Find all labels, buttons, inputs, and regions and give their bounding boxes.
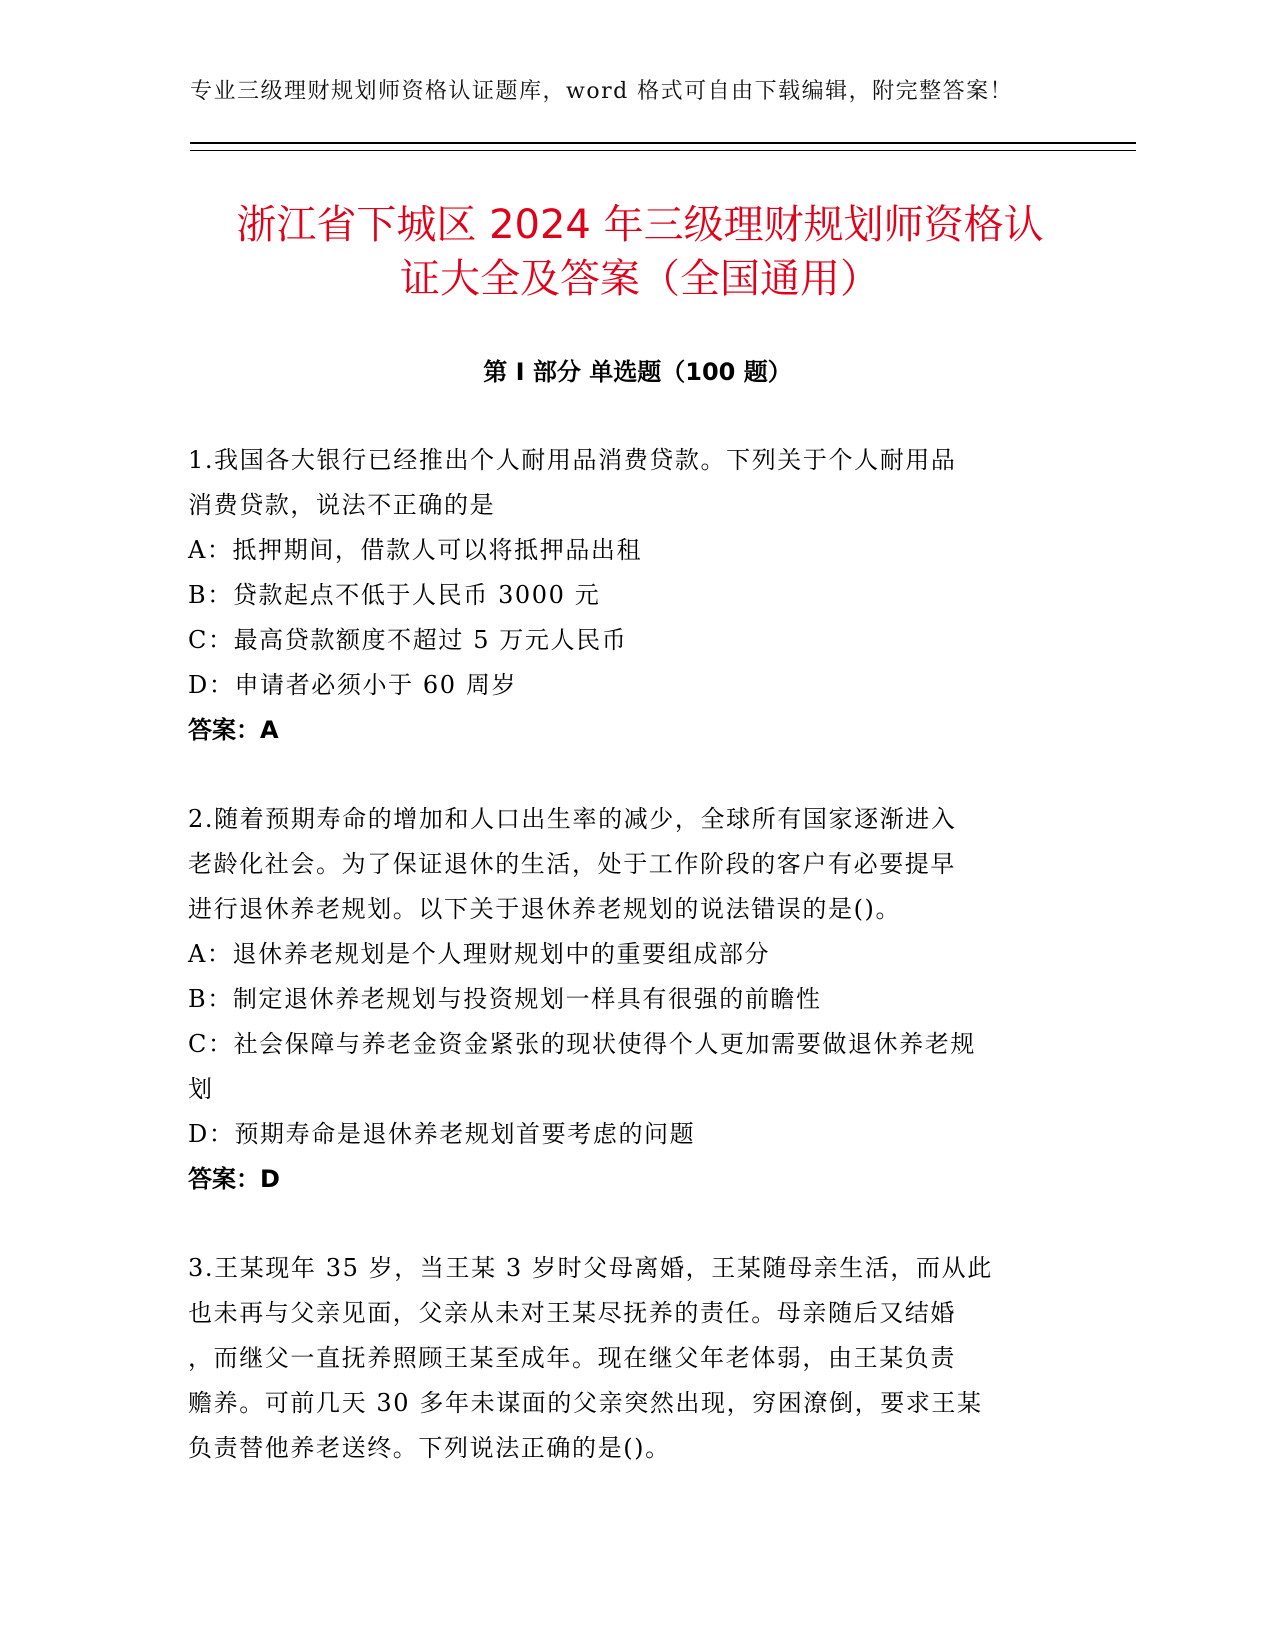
question-stem-line: 老龄化社会。为了保证退休的生活，处于工作阶段的客户有必要提早 xyxy=(188,850,956,878)
question-stem-line: 3.王某现年 35 岁，当王某 3 岁时父母离婚，王某随母亲生活，而从此 xyxy=(188,1254,993,1282)
answer: 答案：D xyxy=(188,1165,280,1193)
option-a: A：抵押期间，借款人可以将抵押品出租 xyxy=(188,536,643,564)
document-title xyxy=(170,198,1110,306)
option-a: A：退休养老规划是个人理财规划中的重要组成部分 xyxy=(188,940,771,968)
section-title: 第 I 部分 单选题（100 题） xyxy=(483,358,792,386)
question-1 xyxy=(188,438,1068,753)
answer: 答案：A xyxy=(188,716,279,744)
option-b: B：贷款起点不低于人民币 3000 元 xyxy=(188,581,601,609)
option-c: C：最高贷款额度不超过 5 万元人民币 xyxy=(188,626,628,654)
option-c: C：社会保障与养老金资金紧张的现状使得个人更加需要做退休养老规 xyxy=(188,1030,976,1058)
question-stem-line: 负责替他养老送终。下列说法正确的是()。 xyxy=(188,1434,671,1462)
option-b: B：制定退休养老规划与投资规划一样具有很强的前瞻性 xyxy=(188,985,822,1013)
question-stem-line: ，而继父一直抚养照顾王某至成年。现在继父年老体弱，由王某负责 xyxy=(188,1344,956,1372)
option-d: D：预期寿命是退休养老规划首要考虑的问题 xyxy=(188,1120,696,1148)
question-stem-line: 消费贷款，说法不正确的是 xyxy=(188,491,496,519)
question-stem-line: 进行退休养老规划。以下关于退休养老规划的说法错误的是()。 xyxy=(188,895,902,923)
question-3 xyxy=(188,1246,1068,1471)
header-rule-thin xyxy=(190,150,1136,151)
header-rule-thick xyxy=(190,142,1136,144)
option-c-continued: 划 xyxy=(188,1075,214,1103)
question-list xyxy=(188,438,1068,1515)
header-note: 专业三级理财规划师资格认证题库，word 格式可自由下载编辑，附完整答案！ xyxy=(190,79,1014,104)
question-stem-line: 赡养。可前几天 30 多年未谋面的父亲突然出现，穷困潦倒，要求王某 xyxy=(188,1389,983,1417)
question-stem-line: 2.随着预期寿命的增加和人口出生率的减少，全球所有国家逐渐进入 xyxy=(188,805,957,833)
title-line-2: 证大全及答案（全国通用） xyxy=(400,256,880,302)
option-d: D：申请者必须小于 60 周岁 xyxy=(188,671,518,699)
question-2 xyxy=(188,797,1068,1202)
title-line-1: 浙江省下城区 2024 年三级理财规划师资格认 xyxy=(236,202,1044,248)
question-stem-line: 也未再与父亲见面，父亲从未对王某尽抚养的责任。母亲随后又结婚 xyxy=(188,1299,956,1327)
question-stem-line: 1.我国各大银行已经推出个人耐用品消费贷款。下列关于个人耐用品 xyxy=(188,446,957,474)
